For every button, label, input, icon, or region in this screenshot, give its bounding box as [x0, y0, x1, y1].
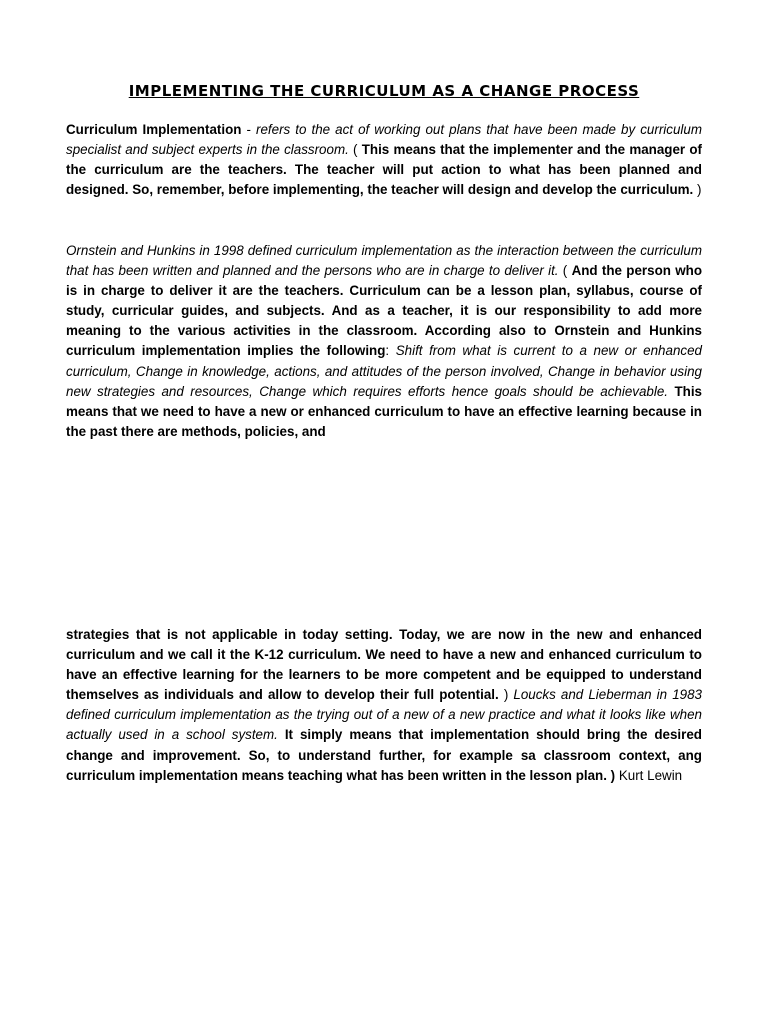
close-paren: ): [498, 687, 514, 703]
colon-separator: :: [385, 343, 396, 359]
dash-separator: -: [241, 122, 256, 137]
implementation-explanation: It simply means that implementation should bring the desired change and improvement. So, to understand further, for example sa classroom context, ang curriculum implementation means teaching what has been written in the lesson plan. ): [66, 727, 702, 783]
document-title: IMPLEMENTING THE CURRICULUM AS A CHANGE PROCESS: [128, 82, 640, 100]
paragraph-ornstein-hunkins: [66, 241, 702, 442]
explanation-text: This means that the implementer and the manager of the curriculum are the teachers. The teacher will put action to what has been planned and designed. So, remember, before implementing, the teacher will design and develop the curriculum.: [66, 142, 702, 198]
loucks-lieberman-definition: Loucks and Lieberman in 1983 defined curriculum implementation as the trying out of a new of a new practice and what it looks like when actually used in a school system.: [66, 687, 702, 743]
implications-list: Shift from what is current to a new or enhanced curriculum, Change in knowledge, actions, and attitudes of the person involved, Change in behavior using new strategies and resources, Change which requires efforts hence goals should be achievable.: [66, 343, 702, 399]
close-paren: ): [693, 182, 702, 198]
open-paren: (: [558, 263, 572, 279]
paragraph-k12-curriculum: [66, 625, 702, 786]
open-paren: (: [348, 142, 362, 158]
term-curriculum-implementation: Curriculum Implementation: [66, 122, 242, 137]
definition-text: refers to the act of working out plans that have been made by curriculum specialist and subject experts in the classroom.: [66, 122, 702, 158]
author-name: Kurt Lewin: [615, 767, 683, 783]
ornstein-definition: Ornstein and Hunkins in 1998 defined curriculum implementation as the interaction between the curriculum that has been written and planned and the persons who are in charge to deliver it.: [66, 243, 702, 279]
teacher-explanation: And the person who is in charge to deliver it are the teachers. Curriculum can be a lesson plan, syllabus, course of study, curricular guides, and subjects. And as a teacher, it is our responsibility to add more meaning to the various activities in the classroom. According also to Ornstein and Hunkins curriculum implementation implies the following: [66, 263, 703, 359]
paragraph-curriculum-implementation: [66, 120, 702, 200]
k12-explanation: strategies that is not applicable in today setting. Today, we are now in the new and enhanced curriculum and we call it the K-12 curriculum. We need to have a new and enhanced curriculum to have an effective learning for the learners to be more competent and be equipped to understand themselves as individuals and allow to develop their full potential.: [66, 627, 702, 703]
enhanced-curriculum-explanation: This means that we need to have a new or enhanced curriculum to have an effective learning because in the past there are methods, policies, and: [66, 383, 702, 439]
